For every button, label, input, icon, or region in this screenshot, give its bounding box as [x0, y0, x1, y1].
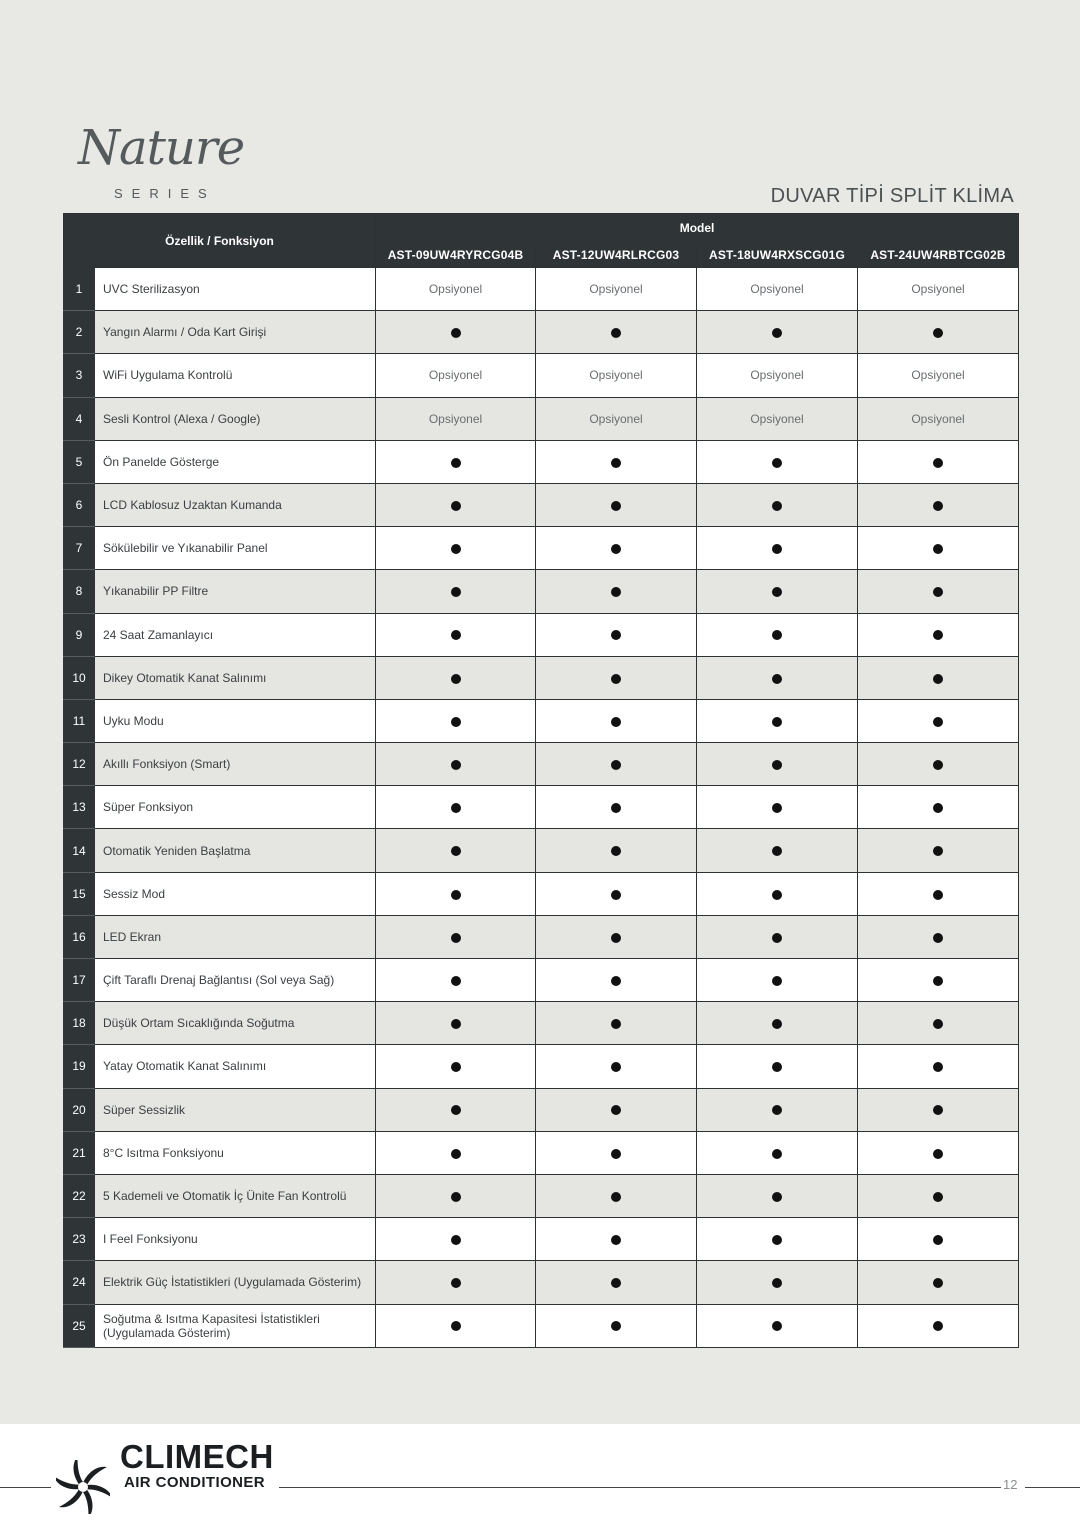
filled-dot-icon	[611, 1235, 621, 1245]
row-number: 13	[64, 786, 95, 829]
feature-available-cell	[697, 1088, 858, 1131]
filled-dot-icon	[772, 458, 782, 468]
feature-table	[63, 213, 1019, 1348]
feature-available-cell	[697, 311, 858, 354]
feature-available-cell	[536, 656, 697, 699]
optional-cell: Opsiyonel	[376, 397, 536, 440]
footer	[0, 1424, 1080, 1527]
optional-cell: Opsiyonel	[858, 354, 1019, 397]
filled-dot-icon	[933, 803, 943, 813]
feature-label: I Feel Fonksiyonu	[95, 1218, 376, 1261]
feature-available-cell	[697, 613, 858, 656]
filled-dot-icon	[933, 1105, 943, 1115]
feature-label: Düşük Ortam Sıcaklığında Soğutma	[95, 1002, 376, 1045]
filled-dot-icon	[772, 1321, 782, 1331]
feature-available-cell	[536, 786, 697, 829]
filled-dot-icon	[772, 933, 782, 943]
filled-dot-icon	[933, 544, 943, 554]
filled-dot-icon	[933, 501, 943, 511]
feature-available-cell	[536, 1088, 697, 1131]
feature-available-cell	[697, 1045, 858, 1088]
feature-available-cell	[697, 1261, 858, 1304]
filled-dot-icon	[451, 760, 461, 770]
feature-label: Yatay Otomatik Kanat Salınımı	[95, 1045, 376, 1088]
feature-available-cell	[536, 1304, 697, 1347]
filled-dot-icon	[772, 976, 782, 986]
filled-dot-icon	[933, 1062, 943, 1072]
feature-available-cell	[697, 1002, 858, 1045]
feature-available-cell	[536, 483, 697, 526]
feature-available-cell	[536, 1174, 697, 1217]
filled-dot-icon	[933, 976, 943, 986]
filled-dot-icon	[772, 846, 782, 856]
filled-dot-icon	[451, 458, 461, 468]
row-number: 7	[64, 527, 95, 570]
feature-label: Sessiz Mod	[95, 872, 376, 915]
feature-available-cell	[536, 311, 697, 354]
table-row	[64, 440, 1019, 483]
table-row	[64, 699, 1019, 742]
feature-available-cell	[376, 1261, 536, 1304]
feature-label: Elektrik Güç İstatistikleri (Uygulamada Gösterim)	[95, 1261, 376, 1304]
feature-label: Soğutma & Isıtma Kapasitesi İstatistikleri (Uygulamada Gösterim)	[95, 1304, 376, 1347]
filled-dot-icon	[451, 1149, 461, 1159]
filled-dot-icon	[772, 1062, 782, 1072]
row-number: 23	[64, 1218, 95, 1261]
filled-dot-icon	[451, 1105, 461, 1115]
feature-label: UVC Sterilizasyon	[95, 268, 376, 311]
filled-dot-icon	[611, 1321, 621, 1331]
filled-dot-icon	[451, 976, 461, 986]
filled-dot-icon	[451, 933, 461, 943]
optional-cell: Opsiyonel	[536, 397, 697, 440]
filled-dot-icon	[611, 717, 621, 727]
feature-available-cell	[858, 483, 1019, 526]
footer-rule-middle	[279, 1487, 1001, 1488]
filled-dot-icon	[611, 933, 621, 943]
footer-rule-right	[1025, 1487, 1080, 1488]
filled-dot-icon	[772, 1235, 782, 1245]
feature-available-cell	[376, 527, 536, 570]
feature-available-cell	[376, 1088, 536, 1131]
filled-dot-icon	[451, 1192, 461, 1202]
feature-label: LCD Kablosuz Uzaktan Kumanda	[95, 483, 376, 526]
feature-label: LED Ekran	[95, 915, 376, 958]
filled-dot-icon	[772, 760, 782, 770]
feature-available-cell	[376, 570, 536, 613]
page-number: 12	[1003, 1477, 1018, 1492]
feature-available-cell	[697, 1218, 858, 1261]
filled-dot-icon	[611, 458, 621, 468]
filled-dot-icon	[451, 674, 461, 684]
table-row	[64, 397, 1019, 440]
feature-column-header: Özellik / Fonksiyon	[64, 214, 376, 268]
row-number: 3	[64, 354, 95, 397]
feature-available-cell	[536, 570, 697, 613]
feature-available-cell	[858, 1045, 1019, 1088]
row-number: 17	[64, 959, 95, 1002]
feature-available-cell	[376, 959, 536, 1002]
climech-swirl-icon	[56, 1460, 110, 1514]
feature-available-cell	[536, 1045, 697, 1088]
table-row	[64, 786, 1019, 829]
row-number: 19	[64, 1045, 95, 1088]
feature-label: Yıkanabilir PP Filtre	[95, 570, 376, 613]
filled-dot-icon	[772, 1278, 782, 1288]
feature-available-cell	[858, 872, 1019, 915]
row-number: 8	[64, 570, 95, 613]
feature-available-cell	[697, 483, 858, 526]
feature-available-cell	[697, 1304, 858, 1347]
table-row	[64, 1045, 1019, 1088]
feature-available-cell	[697, 915, 858, 958]
optional-cell: Opsiyonel	[697, 268, 858, 311]
feature-available-cell	[858, 1002, 1019, 1045]
filled-dot-icon	[933, 846, 943, 856]
table-row	[64, 872, 1019, 915]
filled-dot-icon	[772, 674, 782, 684]
row-number: 10	[64, 656, 95, 699]
row-number: 22	[64, 1174, 95, 1217]
feature-available-cell	[376, 786, 536, 829]
feature-label: WiFi Uygulama Kontrolü	[95, 354, 376, 397]
filled-dot-icon	[451, 328, 461, 338]
row-number: 6	[64, 483, 95, 526]
optional-cell: Opsiyonel	[697, 397, 858, 440]
feature-label: 8°C Isıtma Fonksiyonu	[95, 1131, 376, 1174]
row-number: 16	[64, 915, 95, 958]
table-row	[64, 1218, 1019, 1261]
feature-available-cell	[697, 959, 858, 1002]
feature-available-cell	[376, 1218, 536, 1261]
feature-available-cell	[376, 699, 536, 742]
feature-available-cell	[376, 311, 536, 354]
feature-available-cell	[376, 1045, 536, 1088]
feature-available-cell	[858, 959, 1019, 1002]
feature-available-cell	[858, 1218, 1019, 1261]
feature-available-cell	[376, 440, 536, 483]
filled-dot-icon	[933, 890, 943, 900]
filled-dot-icon	[451, 587, 461, 597]
feature-available-cell	[858, 1088, 1019, 1131]
feature-available-cell	[536, 1261, 697, 1304]
filled-dot-icon	[772, 328, 782, 338]
row-number: 24	[64, 1261, 95, 1304]
row-number: 25	[64, 1304, 95, 1347]
filled-dot-icon	[611, 674, 621, 684]
filled-dot-icon	[933, 760, 943, 770]
feature-available-cell	[697, 1174, 858, 1217]
feature-available-cell	[536, 1002, 697, 1045]
table-row	[64, 959, 1019, 1002]
filled-dot-icon	[772, 803, 782, 813]
feature-available-cell	[536, 440, 697, 483]
table-body	[64, 268, 1019, 1348]
row-number: 18	[64, 1002, 95, 1045]
filled-dot-icon	[611, 803, 621, 813]
filled-dot-icon	[772, 1019, 782, 1029]
model-column-header: AST-24UW4RBTCG02B	[858, 242, 1019, 268]
feature-available-cell	[536, 613, 697, 656]
feature-label: Akıllı Fonksiyon (Smart)	[95, 743, 376, 786]
feature-available-cell	[697, 527, 858, 570]
nature-series-logo	[78, 120, 245, 204]
feature-available-cell	[858, 829, 1019, 872]
feature-available-cell	[858, 786, 1019, 829]
feature-available-cell	[376, 613, 536, 656]
model-group-header: Model	[376, 214, 1019, 242]
feature-available-cell	[697, 786, 858, 829]
feature-label: Sesli Kontrol (Alexa / Google)	[95, 397, 376, 440]
feature-label: Otomatik Yeniden Başlatma	[95, 829, 376, 872]
feature-available-cell	[858, 743, 1019, 786]
row-number: 20	[64, 1088, 95, 1131]
filled-dot-icon	[611, 1192, 621, 1202]
filled-dot-icon	[772, 630, 782, 640]
filled-dot-icon	[933, 1321, 943, 1331]
feature-label: Ön Panelde Gösterge	[95, 440, 376, 483]
filled-dot-icon	[933, 587, 943, 597]
filled-dot-icon	[611, 587, 621, 597]
filled-dot-icon	[772, 890, 782, 900]
feature-available-cell	[697, 699, 858, 742]
filled-dot-icon	[611, 846, 621, 856]
table-row	[64, 354, 1019, 397]
filled-dot-icon	[933, 1192, 943, 1202]
filled-dot-icon	[451, 501, 461, 511]
filled-dot-icon	[772, 717, 782, 727]
feature-available-cell	[858, 613, 1019, 656]
model-column-header: AST-12UW4RLRCG03	[536, 242, 697, 268]
filled-dot-icon	[451, 1019, 461, 1029]
filled-dot-icon	[611, 630, 621, 640]
logo-script-text: Nature	[78, 120, 245, 176]
feature-available-cell	[697, 829, 858, 872]
feature-available-cell	[697, 872, 858, 915]
feature-available-cell	[858, 699, 1019, 742]
table-row	[64, 1261, 1019, 1304]
feature-available-cell	[697, 656, 858, 699]
feature-available-cell	[858, 440, 1019, 483]
table-row	[64, 656, 1019, 699]
feature-available-cell	[376, 1131, 536, 1174]
footer-rule-left	[0, 1487, 51, 1488]
row-number: 12	[64, 743, 95, 786]
filled-dot-icon	[933, 1278, 943, 1288]
filled-dot-icon	[451, 1278, 461, 1288]
filled-dot-icon	[451, 803, 461, 813]
filled-dot-icon	[933, 674, 943, 684]
feature-available-cell	[858, 656, 1019, 699]
feature-available-cell	[536, 915, 697, 958]
feature-label: Süper Fonksiyon	[95, 786, 376, 829]
feature-label: 5 Kademeli ve Otomatik İç Ünite Fan Kontrolü	[95, 1174, 376, 1217]
row-number: 15	[64, 872, 95, 915]
filled-dot-icon	[933, 458, 943, 468]
row-number: 11	[64, 699, 95, 742]
filled-dot-icon	[933, 328, 943, 338]
table-row	[64, 483, 1019, 526]
table-row	[64, 613, 1019, 656]
feature-available-cell	[858, 1304, 1019, 1347]
table-row	[64, 1002, 1019, 1045]
filled-dot-icon	[933, 1019, 943, 1029]
feature-available-cell	[376, 872, 536, 915]
brand-name: CLIMECH	[120, 1438, 274, 1475]
filled-dot-icon	[611, 1278, 621, 1288]
optional-cell: Opsiyonel	[536, 268, 697, 311]
filled-dot-icon	[451, 890, 461, 900]
filled-dot-icon	[933, 933, 943, 943]
optional-cell: Opsiyonel	[697, 354, 858, 397]
feature-available-cell	[536, 959, 697, 1002]
feature-label: Süper Sessizlik	[95, 1088, 376, 1131]
feature-available-cell	[697, 570, 858, 613]
feature-label: Uyku Modu	[95, 699, 376, 742]
feature-label: 24 Saat Zamanlayıcı	[95, 613, 376, 656]
table-row	[64, 311, 1019, 354]
filled-dot-icon	[611, 544, 621, 554]
filled-dot-icon	[611, 1105, 621, 1115]
model-column-header: AST-09UW4RYRCG04B	[376, 242, 536, 268]
table-row	[64, 1304, 1019, 1347]
filled-dot-icon	[611, 501, 621, 511]
feature-available-cell	[376, 915, 536, 958]
row-number: 5	[64, 440, 95, 483]
filled-dot-icon	[611, 760, 621, 770]
filled-dot-icon	[451, 1321, 461, 1331]
feature-available-cell	[536, 527, 697, 570]
filled-dot-icon	[451, 1062, 461, 1072]
feature-available-cell	[858, 311, 1019, 354]
feature-available-cell	[697, 1131, 858, 1174]
logo-series-text: SERIES	[114, 186, 216, 201]
filled-dot-icon	[451, 1235, 461, 1245]
row-number: 21	[64, 1131, 95, 1174]
table-row	[64, 268, 1019, 311]
optional-cell: Opsiyonel	[376, 354, 536, 397]
document-title: DUVAR TİPİ SPLİT KLİMA	[770, 185, 1014, 207]
feature-available-cell	[376, 1002, 536, 1045]
optional-cell: Opsiyonel	[858, 268, 1019, 311]
filled-dot-icon	[611, 890, 621, 900]
table-row	[64, 570, 1019, 613]
filled-dot-icon	[451, 846, 461, 856]
filled-dot-icon	[933, 630, 943, 640]
filled-dot-icon	[611, 1019, 621, 1029]
feature-label: Sökülebilir ve Yıkanabilir Panel	[95, 527, 376, 570]
filled-dot-icon	[451, 717, 461, 727]
feature-available-cell	[536, 829, 697, 872]
model-column-header: AST-18UW4RXSCG01G	[697, 242, 858, 268]
feature-available-cell	[536, 699, 697, 742]
feature-available-cell	[536, 743, 697, 786]
feature-available-cell	[858, 1261, 1019, 1304]
feature-label: Dikey Otomatik Kanat Salınımı	[95, 656, 376, 699]
row-number: 9	[64, 613, 95, 656]
feature-available-cell	[697, 743, 858, 786]
filled-dot-icon	[772, 1192, 782, 1202]
feature-available-cell	[376, 1174, 536, 1217]
feature-available-cell	[697, 440, 858, 483]
row-number: 1	[64, 268, 95, 311]
feature-available-cell	[376, 829, 536, 872]
table-row	[64, 527, 1019, 570]
feature-available-cell	[376, 1304, 536, 1347]
feature-available-cell	[858, 527, 1019, 570]
table-row	[64, 1131, 1019, 1174]
filled-dot-icon	[933, 717, 943, 727]
filled-dot-icon	[772, 544, 782, 554]
table-row	[64, 743, 1019, 786]
table-row	[64, 915, 1019, 958]
feature-available-cell	[536, 1131, 697, 1174]
feature-label: Yangın Alarmı / Oda Kart Girişi	[95, 311, 376, 354]
filled-dot-icon	[451, 544, 461, 554]
row-number: 14	[64, 829, 95, 872]
row-number: 2	[64, 311, 95, 354]
feature-label: Çift Taraflı Drenaj Bağlantısı (Sol veya Sağ)	[95, 959, 376, 1002]
feature-available-cell	[858, 570, 1019, 613]
feature-available-cell	[376, 743, 536, 786]
filled-dot-icon	[611, 976, 621, 986]
filled-dot-icon	[933, 1149, 943, 1159]
optional-cell: Opsiyonel	[536, 354, 697, 397]
filled-dot-icon	[772, 1105, 782, 1115]
table-row	[64, 1088, 1019, 1131]
table-header	[64, 214, 1019, 268]
filled-dot-icon	[611, 1062, 621, 1072]
filled-dot-icon	[611, 328, 621, 338]
feature-available-cell	[858, 915, 1019, 958]
optional-cell: Opsiyonel	[858, 397, 1019, 440]
filled-dot-icon	[772, 501, 782, 511]
feature-available-cell	[858, 1131, 1019, 1174]
filled-dot-icon	[611, 1149, 621, 1159]
row-number: 4	[64, 397, 95, 440]
feature-available-cell	[536, 872, 697, 915]
filled-dot-icon	[933, 1235, 943, 1245]
filled-dot-icon	[772, 1149, 782, 1159]
brand-subtitle: AIR CONDITIONER	[124, 1474, 265, 1491]
feature-available-cell	[376, 656, 536, 699]
filled-dot-icon	[772, 587, 782, 597]
table-row	[64, 1174, 1019, 1217]
filled-dot-icon	[451, 630, 461, 640]
table-row	[64, 829, 1019, 872]
feature-available-cell	[376, 483, 536, 526]
feature-available-cell	[536, 1218, 697, 1261]
optional-cell: Opsiyonel	[376, 268, 536, 311]
feature-available-cell	[858, 1174, 1019, 1217]
